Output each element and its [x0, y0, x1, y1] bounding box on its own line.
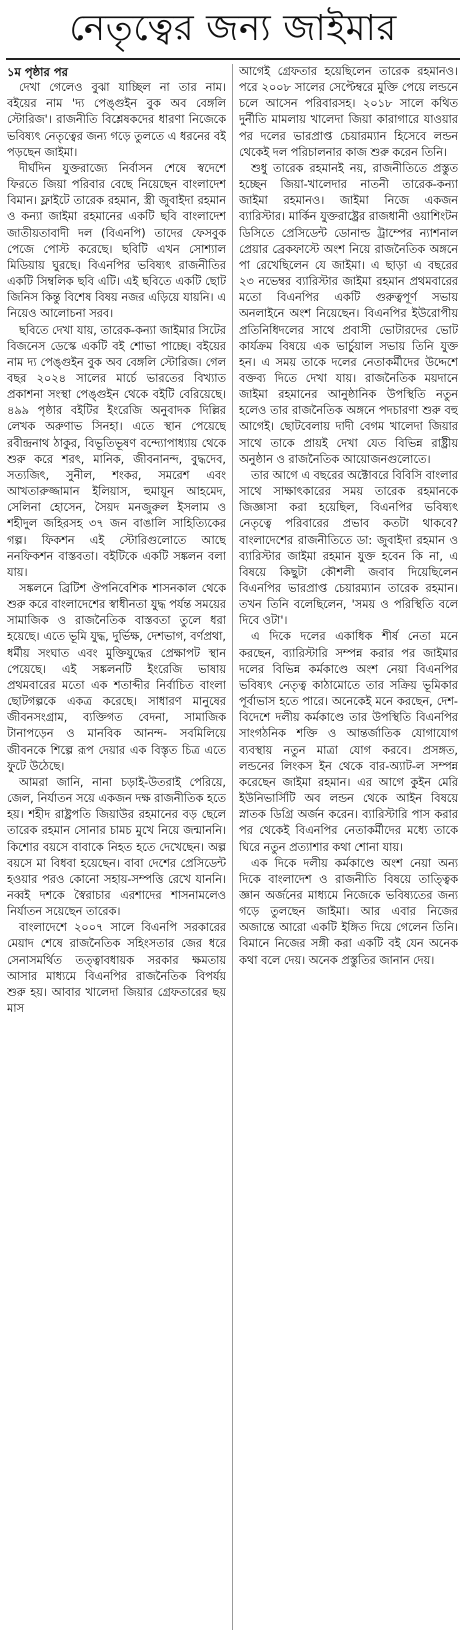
paragraph: এক দিকে দলীয় কর্মকাণ্ডে অংশ নেয়া অন্য দিকে বাংলাদেশ ও রাজনীতি বিষয়ে তাত্ত্বিক জ্ঞান অর্জনের মাধ্যমে নিজেকে ভবিষ্যতের জন্য গড়ে তুলছেন জাইমা। আর এবার নিজের অজান্তে আরো একটি ইঙ্গিত দিয়ে গেলেন তিনি। বিমানে নিজের সঙ্গী করা একটি বই যেন অনেক কথা বলে দেয়। অনেক প্রস্তুতির জানান দেয়। [239, 856, 458, 967]
headline-rule [6, 58, 460, 60]
paragraph: দীর্ঘদিন যুক্তরাজ্যে নির্বাসন শেষে স্বদেশে ফিরতে জিয়া পরিবার বেছে নিয়েছেন বাংলাদেশ বিমান। ফ্লাইটে তারেক রহমান, স্ত্রী জুবাইদা রহমান ও কন্যা জাইমা রহমানের একটি ছবি বাংলাদেশ জাতীয়তাবাদী দল (বিএনপি) তাদের ফেসবুক পেজে পোস্ট করেছে। ছবিটি এখন সোশ্যাল মিডিয়ায় ঘুরছে। বিএনপির ভবিষ্যৎ রাজনীতির একটি সিম্বলিক ছবি এটি। এই ছবিতে একটি ছোট জিনিস কিন্তু বিশেষ বিষয় নজর এড়িয়ে যায়নি। এ নিয়েও আলোচনা সরব। [7, 161, 226, 321]
headline: নেতৃত্বের জন্য জাইমার [69, 8, 397, 49]
article-columns [0, 64, 466, 1630]
paragraph: দেখা গেলেও বুঝা যাচ্ছিল না তার নাম। বইয়ের নাম 'দ্য পেঙ্গুইন বুক অব বেঙ্গলি স্টোরিজ'। রাজনীতি বিশ্লেষকদের ধারণা নিজেকে ভবিষ্যৎ নেতৃত্বের জন্য গড়ে তুলতে এ ধরনের বই পড়ছেন জাইমা। [7, 81, 226, 159]
paragraph: সঙ্কলনে ব্রিটিশ ঔপনিবেশিক শাসনকাল থেকে শুরু করে বাংলাদেশের স্বাধীনতা যুদ্ধ পর্যন্ত সময়ের সামাজিক ও রাজনৈতিক বাস্তবতা তুলে ধরা হয়েছে। এতে ভূমি যুদ্ধ, দুর্ভিক্ষ, দেশভাগ, বর্ণপ্রথা, ধর্মীয় সংঘাত এবং মুক্তিযুদ্ধের প্রেক্ষাপট স্থান পেয়েছে। এই সঙ্কলনটি ইংরেজি ভাষায় প্রথমবারের মতো এক শতাব্দীর নির্বাচিত বাংলা ছোটগল্পকে একত্র করেছে। সাধারণ মানুষের জীবনসংগ্রাম, ব্যক্তিগত বেদনা, সামাজিক টানাপড়েন ও মানবিক আনন্দ- সবমিলিয়ে জীবনকে শিল্পে রূপ দেয়ার এক বিস্তৃত চিত্র এতে ফুটে উঠেছে। [7, 582, 226, 773]
paragraph: শুধু তারেক রহমানই নয়, রাজনীতিতে প্রস্তুত হচ্ছেন জিয়া-খালেদার নাতনী তারেক-কন্যা জাইমা রহমানও। জাইমা নিজে একজন ব্যারিস্টার। মার্কিন যুক্তরাষ্ট্রের রাজধানী ওয়াশিংটন ডিসিতে প্রেসিডেন্ট ডোনাল্ড ট্রাম্পের ন্যাশনাল প্রেয়ার ব্রেকফাস্টে অংশ নিয়ে রাজনৈতিক অঙ্গনে পা রেখেছিলেন যে জাইমা। এ ছাড়া এ বছরের ২৩ নভেম্বর ব্যারিস্টার জাইমা রহমান প্রথমবারের মতো বিএনপির একটি গুরুত্বপূর্ণ সভায় অনলাইনে অংশ নিয়েছেন। বিএনপির ইউরোপীয় প্রতিনিধিদলের সাথে প্রবাসী ভোটারদের ভোট কার্যক্রম বিষয়ে এক ভার্চুয়াল সভায় তিনি যুক্ত হন। এ সময় তাকে দলের নেতাকর্মীদের উদ্দেশে বক্তব্য দিতে দেখা যায়। রাজনৈতিক ময়দানে জাইমা রহমানের আনুষ্ঠানিক উপস্থিতি নতুন হলেও তার রাজনৈতিক অঙ্গনে পদচারণা শুরু বহু আগেই। ছোটবেলায় দাদী বেগম খালেদা জিয়ার সাথে তাকে প্রায়ই দেখা যেত বিভিন্ন রাষ্ট্রীয় অনুষ্ঠান ও রাজনৈতিক আয়োজনগুলোতে। [239, 161, 458, 466]
column-left [7, 64, 226, 1630]
column-right [239, 64, 458, 1630]
continuation-kicker: ১ম পৃষ্ঠার পর [7, 65, 68, 79]
paragraph: আগেই গ্রেফতার হয়েছিলেন তারেক রহমানও। পরে ২০০৮ সালের সেপ্টেম্বরে মুক্তি পেয়ে লন্ডনে চলে আসেন পরিবারসহ। ২০১৮ সালে কথিত দুর্নীতি মামলায় খালেদা জিয়া কারাগারে যাওয়ার পর দলের ভারপ্রাপ্ত চেয়ারম্যান হিসেবে লন্ডন থেকেই দল পরিচালনার কাজ শুরু করেন তিনি। [239, 65, 458, 159]
paragraph: বাংলাদেশে ২০০৭ সালে বিএনপি সরকারের মেয়াদ শেষে রাজনৈতিক সহিংসতার জের ধরে সেনাসমর্থিত তত্ত্বাবধায়ক সরকার ক্ষমতায় আসার মাধ্যমে বিএনপির রাজনৈতিক বিপর্যয় শুরু হয়। আবার খালেদা জিয়ার গ্রেফতারের ছয় মাস [7, 921, 226, 1016]
paragraph: তার আগে এ বছরের অক্টোবরে বিবিসি বাংলার সাথে সাক্ষাৎকারের সময় তারেক রহমানকে জিজ্ঞাসা করা হয়েছিল, বিএনপির ভবিষ্যৎ নেতৃত্বে পরিবারের প্রভাব কতটা থাকবে? বাংলাদেশের রাজনীতিতে ডা: জুবাইদা রহমান ও ব্যারিস্টার জাইমা রহমান যুক্ত হবেন কি না, এ বিষয়ে কিছুটা কৌশলী জবাব দিয়েছিলেন বিএনপির ভারপ্রাপ্ত চেয়ারম্যান তারেক রহমান। তখন তিনি বলেছিলেন, 'সময় ও পরিস্থিতি বলে দিবে ওটা'। [239, 468, 458, 628]
paragraph: এ দিকে দলের একাধিক শীর্ষ নেতা মনে করছেন, ব্যারিস্টারি সম্পন্ন করার পর জাইমার দলের বিভিন্ন কর্মকাণ্ডে অংশ নেয়া বিএনপির ভবিষ্যৎ নেতৃত্ব কাঠামোতে তার সক্রিয় ভূমিকার পূর্বাভাস হতে পারে। অনেকেই মনে করছেন, দেশ-বিদেশে দলীয় কর্মকাণ্ডে তার উপস্থিতি বিএনপির সাংগঠনিক শক্তি ও আন্তর্জাতিক যোগাযোগ ব্যবস্থায় নতুন মাত্রা যোগ করবে। প্রসঙ্গত, লন্ডনের লিংকস ইন থেকে বার-অ্যাট-ল সম্পন্ন করেছেন জাইমা রহমান। এর আগে কুইন মেরি ইউনিভার্সিটি অব লন্ডন থেকে আইন বিষয়ে স্নাতক ডিগ্রি অর্জন করেন। ব্যারিস্টারি পাস করার পর থেকেই বিএনপির নেতাকর্মীদের মধ্যে তাকে ঘিরে নতুন প্রত্যাশার কথা শোনা যায়। [239, 630, 458, 854]
paragraph: আমরা জানি, নানা চড়াই-উতরাই পেরিয়ে, জেল, নির্যাতন সয়ে একজন দক্ষ রাজনীতিক হতে হয়। শহীদ রাষ্ট্রপতি জিয়াউর রহমানের বড় ছেলে তারেক রহমান সোনার চামচ মুখে নিয়ে জন্মাননি। কিশোর বয়সে বাবাকে নিহত হতে দেখেছেন। অল্প বয়সে মা বিধবা হয়েছেন। বাবা দেশের প্রেসিডেন্ট হওয়ার পরও কোনো সহায়-সম্পত্তি রেখে যাননি। নব্বই দশকে স্বৈরাচার এরশাদের শাসনামলেও নির্যাতন সয়েছেন তারেক। [7, 775, 226, 919]
paragraph: ছবিতে দেখা যায়, তারেক-কন্যা জাইমার সিটের বিজনেস ডেস্কে একটি বই শোভা পাচ্ছে। বইয়ের নাম দ্য পেঙ্গুইন বুক অব বেঙ্গলি স্টোরিজ। গেল বছর ২০২৪ সালের মার্চে ভারতের বিখ্যাত প্রকাশনা সংস্থা পেঙ্গুইন থেকে বইটি বেরিয়েছে। ৪৯৯ পৃষ্ঠার বইটির ইংরেজি অনুবাদক দিল্লির লেখক অরুণাভ সিনহা। এতে স্থান পেয়েছে রবীন্দ্রনাথ ঠাকুর, বিভূতিভূষণ বন্দ্যোপাধ্যায় থেকে শুরু করে শরৎ, মানিক, জীবনানন্দ, বুদ্ধদেব, সত্যজিৎ, সুনীল, শংকর, সমরেশ এবং আখতারুজ্জামান ইলিয়াস, হুমায়ূন আহমেদ, সেলিনা হোসেন, সৈয়দ মনজুরুল ইসলাম ও শহীদুল জহিরসহ ৩৭ জন বাঙালি সাহিত্যিকের গল্প। ফিকশন এই স্টোরিগুলোতে আছে ননফিকশন বাস্তবতা। বইটিকে একটি সঙ্কলন বলা যায়। [7, 323, 226, 579]
column-divider [232, 64, 233, 1630]
